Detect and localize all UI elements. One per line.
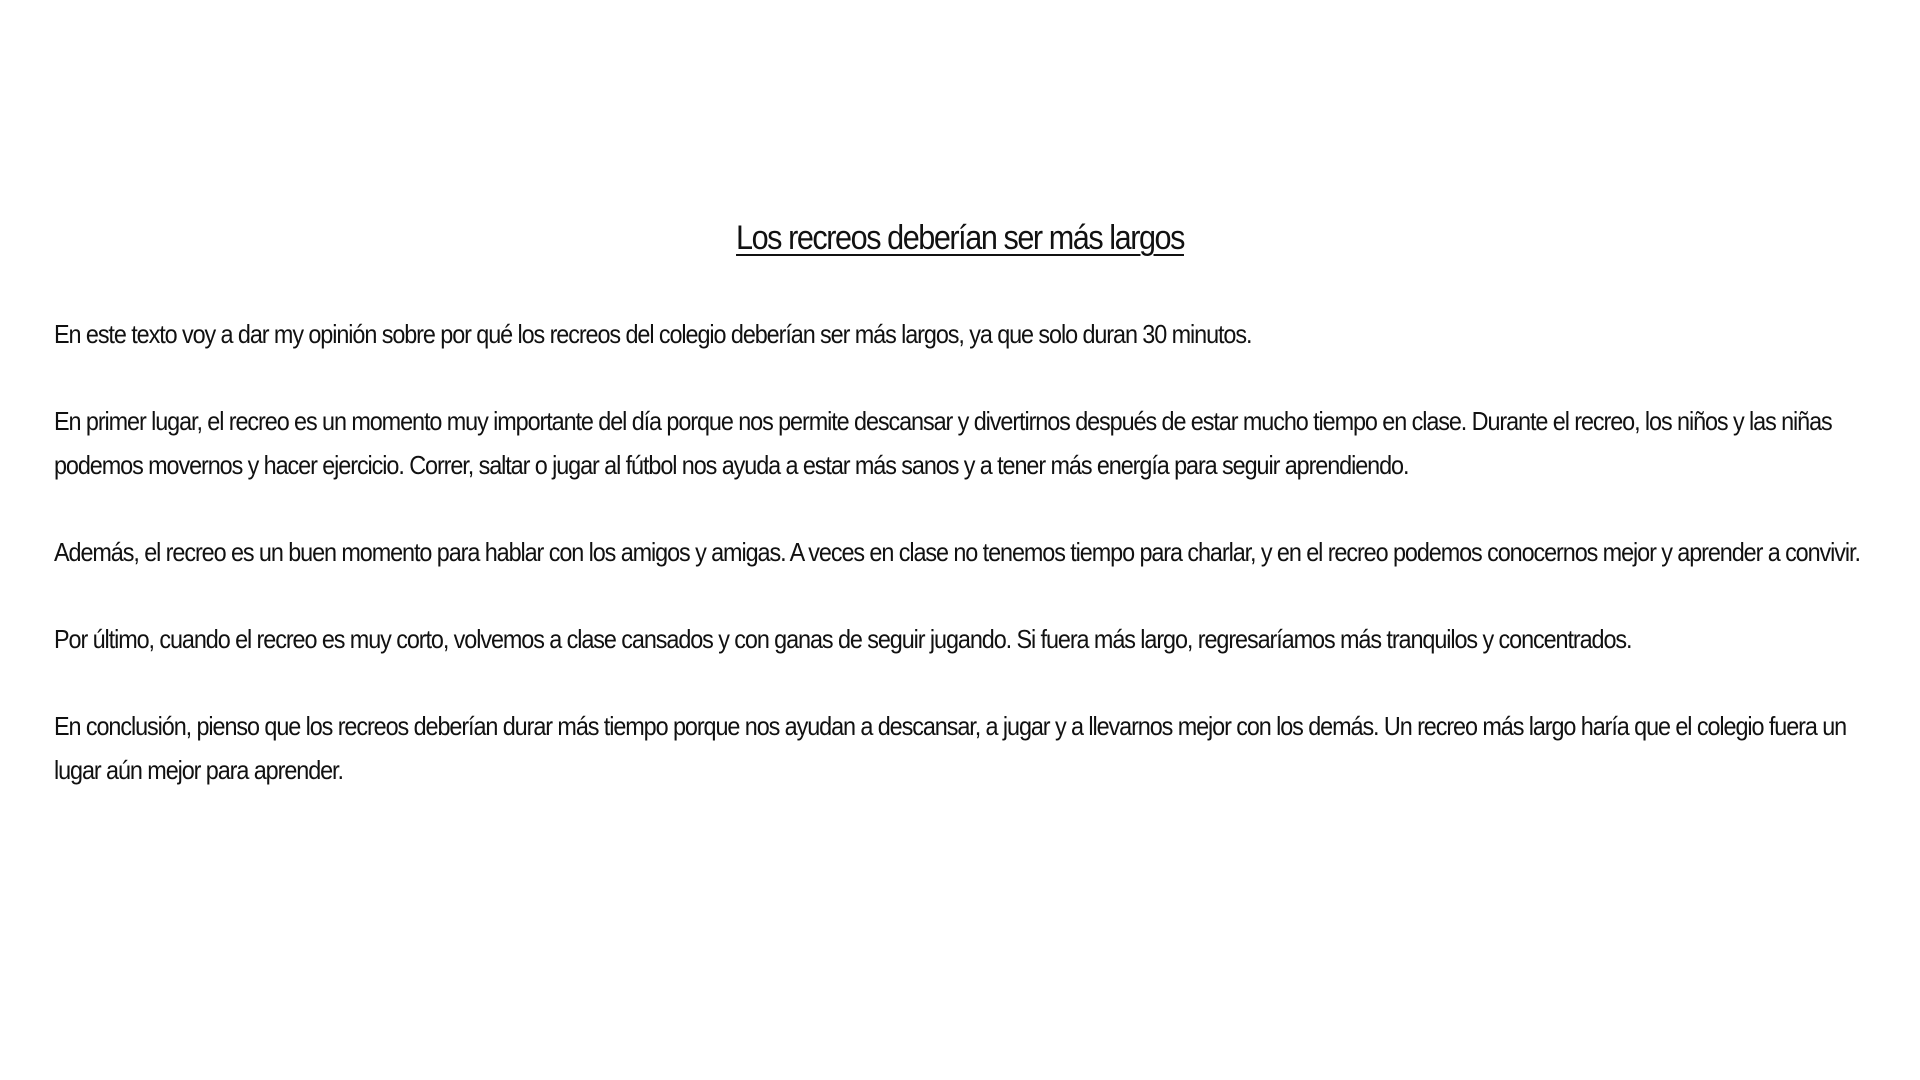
paragraph-conclusion: En conclusión, pienso que los recreos deberían durar más tiempo porque nos ayudan a descansar, a jugar y a llevarnos mejor con los demás. Un recreo más largo haría que el colegio fuera un lugar aún mejor para aprender. [54, 711, 1847, 785]
document-title: Los recreos deberían ser más largos [736, 219, 1184, 257]
paragraph-second-point: Además, el recreo es un buen momento para hablar con los amigos y amigas. A veces en clase no tenemos tiempo para charlar, y en el recreo podemos conocernos mejor y aprender a convivir. [54, 537, 1860, 567]
document-body [54, 312, 1874, 835]
paragraph-third-point: Por último, cuando el recreo es muy corto, volvemos a clase cansados y con ganas de seguir jugando. Si fuera más largo, regresaríamos más tranquilos y concentrados. [54, 624, 1632, 654]
paragraph-intro: En este texto voy a dar my opinión sobre por qué los recreos del colegio deberían ser más largos, ya que solo duran 30 minutos. [54, 319, 1252, 349]
paragraph-first-point: En primer lugar, el recreo es un momento muy importante del día porque nos permite descansar y divertirnos después de estar mucho tiempo en clase. Durante el recreo, los niños y las niñas podemos movernos y hacer ejercicio. Correr, saltar o jugar al fútbol nos ayuda a estar más sanos y a tener más energía para seguir aprendiendo. [54, 406, 1832, 480]
